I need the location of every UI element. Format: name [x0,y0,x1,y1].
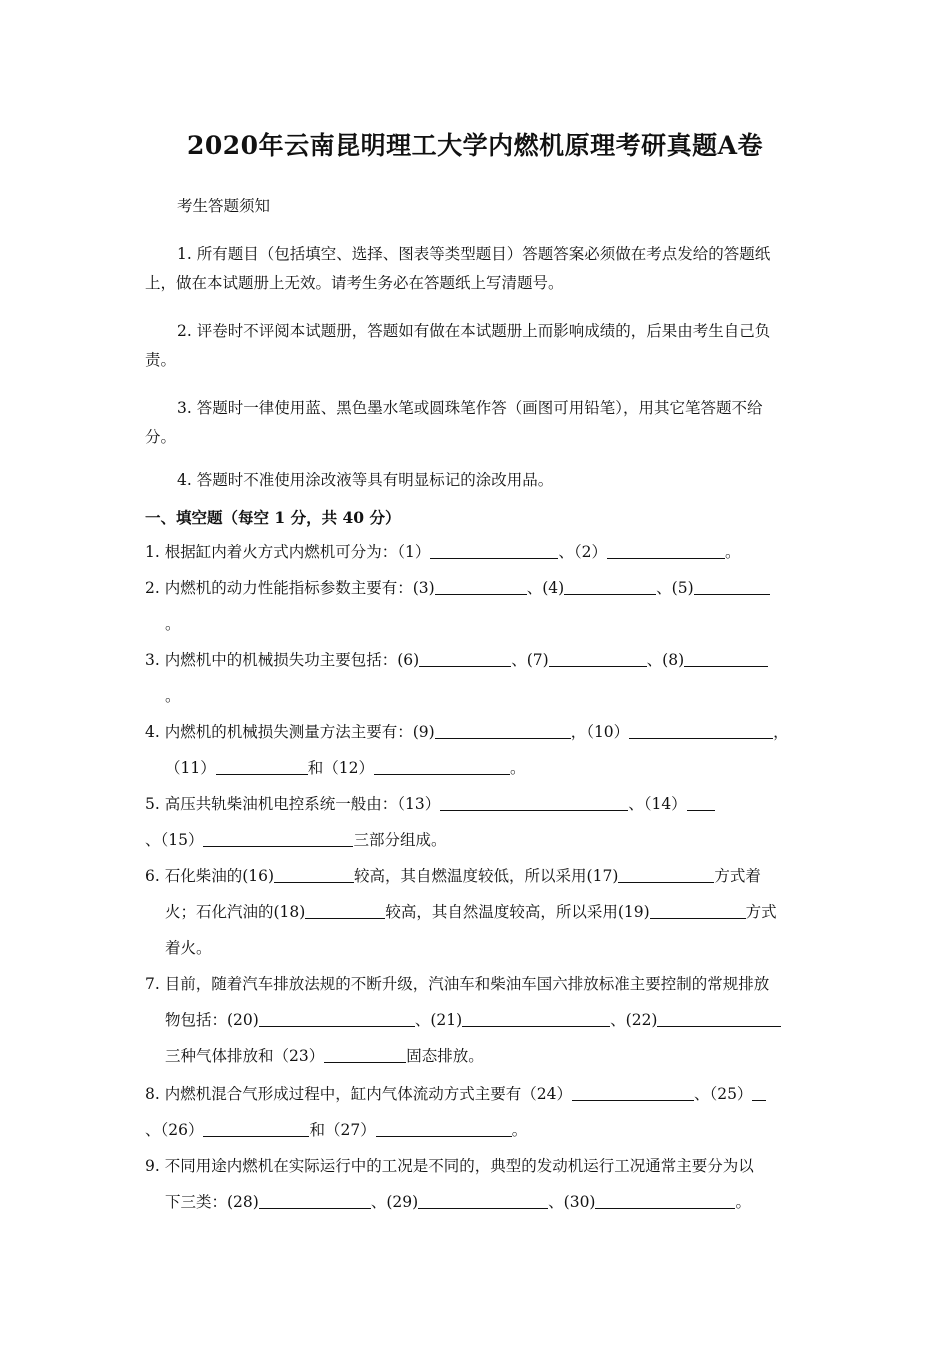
answer-blank [324,1044,406,1063]
answer-blank [564,576,656,595]
answer-blank [684,648,768,667]
answer-blank [203,1118,309,1137]
answer-blank [435,720,571,739]
notice-heading: 考生答题须知 [177,197,271,215]
answer-blank [435,576,527,595]
answer-blank [629,720,773,739]
answer-blank [376,1118,512,1137]
page-title: 2020年云南昆明理工大学内燃机原理考研真题A卷 [187,131,763,160]
answer-blank [752,1082,766,1101]
question-2: 2. 内燃机的动力性能指标参数主要有：(3) 、(4) 、(5) 。 [145,570,810,642]
answer-blank [274,864,354,883]
answer-blank [259,1190,371,1209]
answer-blank [203,828,353,847]
notice-item-2: 2. 评卷时不评阅本试题册，答题如有做在本试题册上而影响成绩的，后果由考生自己负 责。 [145,322,771,369]
answer-blank [549,648,647,667]
section-heading: 一、填空题（每空 1 分，共 40 分） [145,508,401,527]
answer-blank [462,1008,610,1027]
question-6: 6. 石化柴油的(16) 较高，其自燃温度较低，所以采用(17) 方式着 火；石化汽油的(18) 较高，其自然温度较高，所以采用(19) 方式 着火。 [145,858,810,966]
answer-blank [572,1082,694,1101]
answer-blank [259,1008,415,1027]
answer-blank [607,540,725,559]
question-7: 7. 目前，随着汽车排放法规的不断升级，汽油车和柴油车国六排放标准主要控制的常规排放 物包括：(20) 、(21) 、(22) 三种气体排放和（23） 固态排放。 [145,966,810,1074]
answer-blank [618,864,714,883]
answer-blank [419,648,511,667]
answer-blank [418,1190,548,1209]
question-4: 4. 内燃机的机械损失测量方法主要有：(9) ，（10） ， （11） 和（12） 。 [145,714,810,786]
answer-blank [657,1008,781,1027]
question-1: 1. 根据缸内着火方式内燃机可分为：（1） 、（2） 。 [145,534,810,570]
answer-blank [595,1190,735,1209]
answer-blank [694,576,770,595]
answer-blank [430,540,558,559]
answer-blank [374,756,510,775]
question-5: 5. 高压共轨柴油机电控系统一般由：（13） 、（14） 、（15） 三部分组成。 [145,786,810,858]
notice-item-4: 4. 答题时不准使用涂改液等具有明显标记的涂改用品。 [177,471,554,489]
notice-item-3: 3. 答题时一律使用蓝、黑色墨水笔或圆珠笔作答（画图可用铅笔），用其它笔答题不给 分。 [145,399,763,446]
notice-item-1: 1. 所有题目（包括填空、选择、图表等类型题目）答题答案必须做在考点发给的答题纸 上，做在本试题册上无效。请考生务必在答题纸上写清题号。 [145,245,771,292]
answer-blank [440,792,628,811]
answer-blank [216,756,308,775]
question-9: 9. 不同用途内燃机在实际运行中的工况是不同的，典型的发动机运行工况通常主要分为以 下三类：(28) 、(29) 、(30) 。 [145,1157,754,1211]
question-3: 3. 内燃机中的机械损失功主要包括：(6) 、(7) 、(8) 。 [145,642,810,714]
answer-blank [687,792,715,811]
answer-blank [305,900,385,919]
answer-blank [650,900,746,919]
question-8: 8. 内燃机混合气形成过程中，缸内气体流动方式主要有（24） 、（25） 、（26） 和（27） 。 [145,1076,810,1148]
